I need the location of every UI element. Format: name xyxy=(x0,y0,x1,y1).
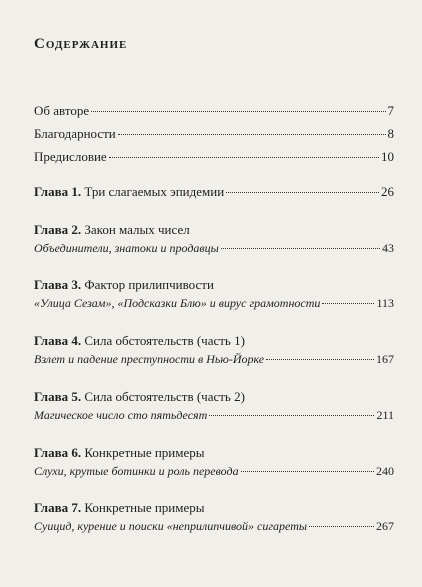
contents-title: Содержание xyxy=(34,36,128,52)
leader-dots xyxy=(309,526,374,527)
chapter-title: Фактор прилипчивости xyxy=(84,277,214,292)
leader-dots xyxy=(221,248,380,249)
toc-chapter-6-heading[interactable] xyxy=(34,445,204,461)
chapter-subtitle: Магическое число сто пятьдесят xyxy=(34,408,208,422)
toc-chapter-3-heading[interactable] xyxy=(34,277,214,293)
toc-page-number: 10 xyxy=(381,149,394,164)
toc-entry-text: Об авторе xyxy=(34,103,90,118)
chapter-subtitle: Объединители, знатоки и продавцы xyxy=(34,241,219,255)
toc-page-number: 26 xyxy=(381,184,394,199)
chapter-label: Глава 1. xyxy=(34,184,82,199)
toc-entry-about-author[interactable] xyxy=(34,103,394,119)
toc-chapter-4-heading[interactable] xyxy=(34,333,245,349)
leader-dots xyxy=(91,111,385,112)
toc-entry-text: Предисловие xyxy=(34,149,107,164)
chapter-label: Глава 5. xyxy=(34,389,82,404)
leader-dots xyxy=(266,359,374,360)
leader-dots xyxy=(241,471,374,472)
toc-entry-acknowledgements[interactable] xyxy=(34,126,394,142)
toc-page-number: 167 xyxy=(376,352,394,366)
chapter-label: Глава 2. xyxy=(34,222,82,237)
chapter-heading xyxy=(34,184,224,200)
chapter-subtitle: Суицид, курение и поиски «неприлипчивой» сигареты xyxy=(34,519,307,533)
chapter-title: Конкретные примеры xyxy=(84,445,205,460)
toc-page-number: 113 xyxy=(376,296,394,310)
chapter-title: Сила обстоятельств (часть 2) xyxy=(84,389,245,404)
chapter-title: Конкретные примеры xyxy=(84,500,205,515)
toc-chapter-2-subtitle-row[interactable] xyxy=(34,241,394,256)
leader-dots xyxy=(226,192,379,193)
toc-chapter-7-subtitle-row[interactable] xyxy=(34,519,394,534)
chapter-label: Глава 3. xyxy=(34,277,82,292)
chapter-title: Закон малых чисел xyxy=(84,222,190,237)
chapter-subtitle: Взлет и падение преступности в Нью-Йорке xyxy=(34,352,265,366)
toc-entry-preface[interactable] xyxy=(34,149,394,165)
leader-dots xyxy=(322,303,374,304)
toc-chapter-2-heading[interactable] xyxy=(34,222,190,238)
toc-page-number: 7 xyxy=(387,103,394,118)
toc-chapter-1[interactable] xyxy=(34,184,394,200)
chapter-subtitle: Слухи, крутые ботинки и роль перевода xyxy=(34,464,239,478)
chapter-label: Глава 6. xyxy=(34,445,82,460)
chapter-title: Три слагаемых эпидемии xyxy=(84,184,225,199)
chapter-label: Глава 4. xyxy=(34,333,82,348)
leader-dots xyxy=(209,415,374,416)
toc-chapter-3-subtitle-row[interactable] xyxy=(34,296,394,311)
chapter-title: Сила обстоятельств (часть 1) xyxy=(84,333,245,348)
toc-chapter-5-subtitle-row[interactable] xyxy=(34,408,394,423)
chapter-label: Глава 7. xyxy=(34,500,82,515)
leader-dots xyxy=(118,134,386,135)
chapter-subtitle: «Улица Сезам», «Подсказки Блю» и вирус грамотности xyxy=(34,296,321,310)
toc-page-number: 43 xyxy=(382,241,394,255)
toc-entry-text: Благодарности xyxy=(34,126,116,141)
toc-page-number: 240 xyxy=(376,464,394,478)
toc-page-number: 211 xyxy=(376,408,394,422)
toc-page-number: 8 xyxy=(387,126,394,141)
toc-chapter-6-subtitle-row[interactable] xyxy=(34,464,394,479)
toc-chapter-7-heading[interactable] xyxy=(34,500,204,516)
toc-chapter-5-heading[interactable] xyxy=(34,389,245,405)
toc-chapter-4-subtitle-row[interactable] xyxy=(34,352,394,367)
toc-page-number: 267 xyxy=(376,519,394,533)
leader-dots xyxy=(109,157,379,158)
